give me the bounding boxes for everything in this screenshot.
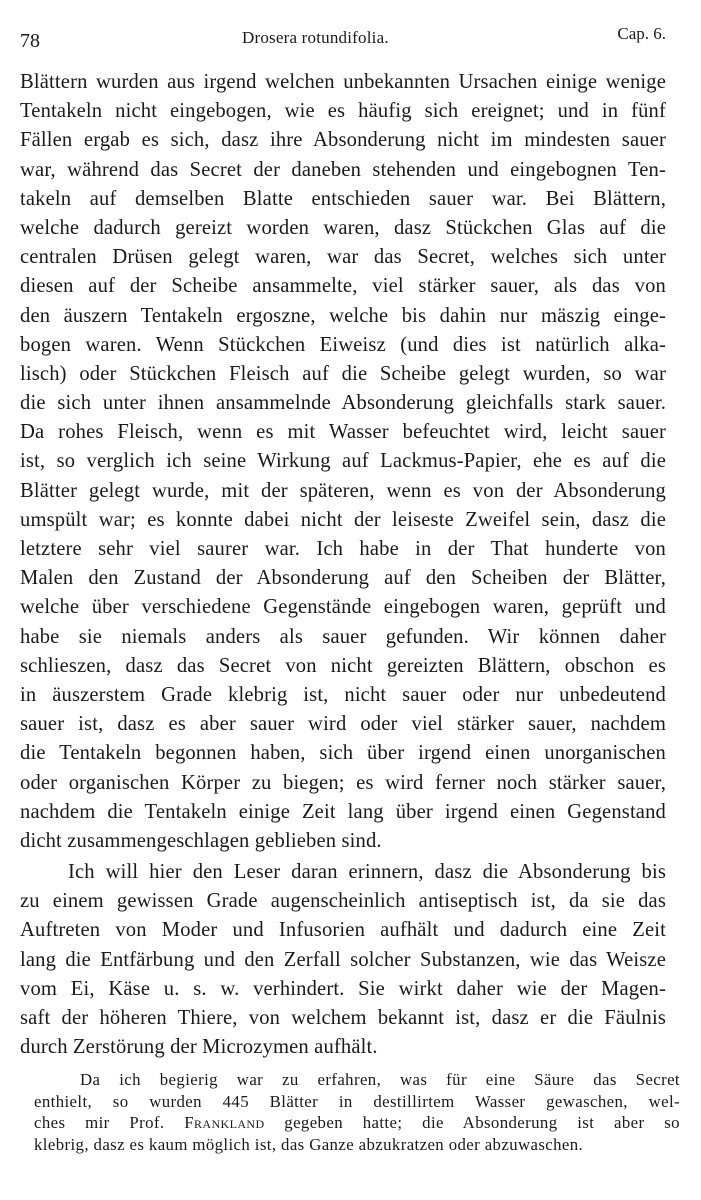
text-line: letztere sehr viel saurer war. Ich habe in der That hunderte von	[20, 538, 666, 560]
text-line: saft der höheren Thiere, von welchem bekannt ist, dasz er die Fäulnis	[20, 1007, 666, 1029]
text-line: die sich unter ihnen ansammelnde Absonderung gleichfalls stark sauer.	[20, 392, 666, 415]
text-line: welche über verschiedene Gegenstände eingebogen waren, geprüft und	[20, 596, 666, 619]
footnote-text: gegeben hatte; die Absonderung ist aber so	[284, 1113, 680, 1133]
text-line: Tentakeln nicht eingebogen, wie es häufig sich ereignet; und in fünf	[20, 100, 666, 123]
text-line: lang die Entfärbung und den Zerfall solcher Substanzen, wie das Weisze	[20, 948, 666, 971]
footnote	[34, 1069, 680, 1155]
text-line: lisch) oder Stückchen Fleisch auf die Scheibe gelegt wurden, so war	[20, 362, 666, 385]
text-line: Blätter gelegt wurde, mit der späteren, wenn es von der Absonderung	[20, 479, 666, 502]
text-line: Ich will hier den Leser daran erinnern, dasz die Absonderung bis	[68, 861, 666, 884]
chapter-label: Cap. 6.	[617, 24, 666, 43]
text-line: welche dadurch gereizt worden waren, dasz Stückchen Glas auf die	[20, 216, 666, 239]
text-line: Da rohes Fleisch, wenn es mit Wasser befeuchtet wird, leicht sauer	[20, 421, 666, 444]
text-line: diesen auf der Scheibe ansammelte, viel stärker sauer, als das von	[20, 275, 666, 298]
text-line: dicht zusammengeschlagen geblieben sind.	[20, 829, 382, 852]
text-line: die Tentakeln begonnen haben, sich über irgend einen unorganischen	[20, 742, 666, 765]
text-line: habe sie niemals anders als sauer gefunden. Wir können daher	[20, 625, 666, 648]
text-line: Fällen ergab es sich, dasz ihre Absonderung nicht im mindesten sauer	[20, 129, 666, 152]
text-line: bogen waren. Wenn Stückchen Eiweisz (und dies ist natürlich alka-	[20, 333, 666, 356]
text-line: in äuszerstem Grade klebrig ist, nicht sauer oder nur unbedeutend	[20, 683, 666, 706]
text-line: umspült war; es konnte dabei nicht der leiseste Zweifel sein, dasz die	[20, 508, 666, 531]
text-line: war, während das Secret der daneben stehenden und eingebognen Ten-	[20, 158, 666, 181]
footnote-text: ches mir Prof.	[34, 1113, 165, 1133]
text-line: den äuszern Tentakeln ergoszne, welche bis dahin nur mäszig einge-	[20, 304, 666, 327]
footnote-line: enthielt, so wurden 445 Blätter in destillirtem Wasser gewaschen, wel-	[34, 1091, 680, 1111]
running-title: Drosera rotundifolia.	[242, 28, 389, 47]
text-line: schlieszen, dasz das Secret von nicht gereizten Blättern, obschon es	[20, 654, 666, 677]
text-line: Blättern wurden aus irgend welchen unbekannten Ursachen einige wenige	[20, 71, 666, 93]
text-line: ist, so verglich ich seine Wirkung auf Lackmus-Papier, ehe es auf die	[20, 450, 666, 473]
text-line: sauer ist, dasz es aber sauer wird oder viel stärker sauer, nachdem	[20, 713, 666, 736]
text-line: centralen Drüsen gelegt waren, war das Secret, welches sich unter	[20, 246, 666, 269]
text-line: durch Zerstörung der Microzymen aufhält.	[20, 1036, 378, 1059]
page-number: 78	[20, 30, 40, 52]
page-header	[20, 26, 666, 60]
text-line: nachdem die Tentakeln einige Zeit lang über irgend einen Gegenstand	[20, 800, 666, 823]
text-line: Auftreten von Moder und Infusorien aufhält und dadurch eine Zeit	[20, 919, 666, 942]
footnote-line: klebrig, dasz es kaum möglich ist, das Ganze abzukratzen oder abzuwaschen.	[34, 1134, 584, 1154]
text-line: takeln auf demselben Blatte entschieden sauer war. Bei Blättern,	[20, 187, 666, 210]
text-line: Malen den Zustand der Absonderung auf den Scheiben der Blätter,	[20, 567, 666, 590]
paragraph-2	[20, 858, 666, 1062]
text-line: zu einem gewissen Grade augenscheinlich antiseptisch ist, da sie das	[20, 890, 666, 913]
text-line: vom Ei, Käse u. s. w. verhindert. Sie wirkt daher wie der Magen-	[20, 977, 666, 1000]
body-text	[20, 68, 666, 1062]
paragraph-1	[20, 68, 666, 856]
footnote-line	[34, 1112, 680, 1134]
text-line: oder organischen Körper zu biegen; es wird ferner noch stärker sauer,	[20, 771, 666, 794]
footnote-line: Da ich begierig war zu erfahren, was für eine Säure das Secret	[80, 1070, 680, 1089]
person-name: Frankland	[184, 1113, 265, 1133]
